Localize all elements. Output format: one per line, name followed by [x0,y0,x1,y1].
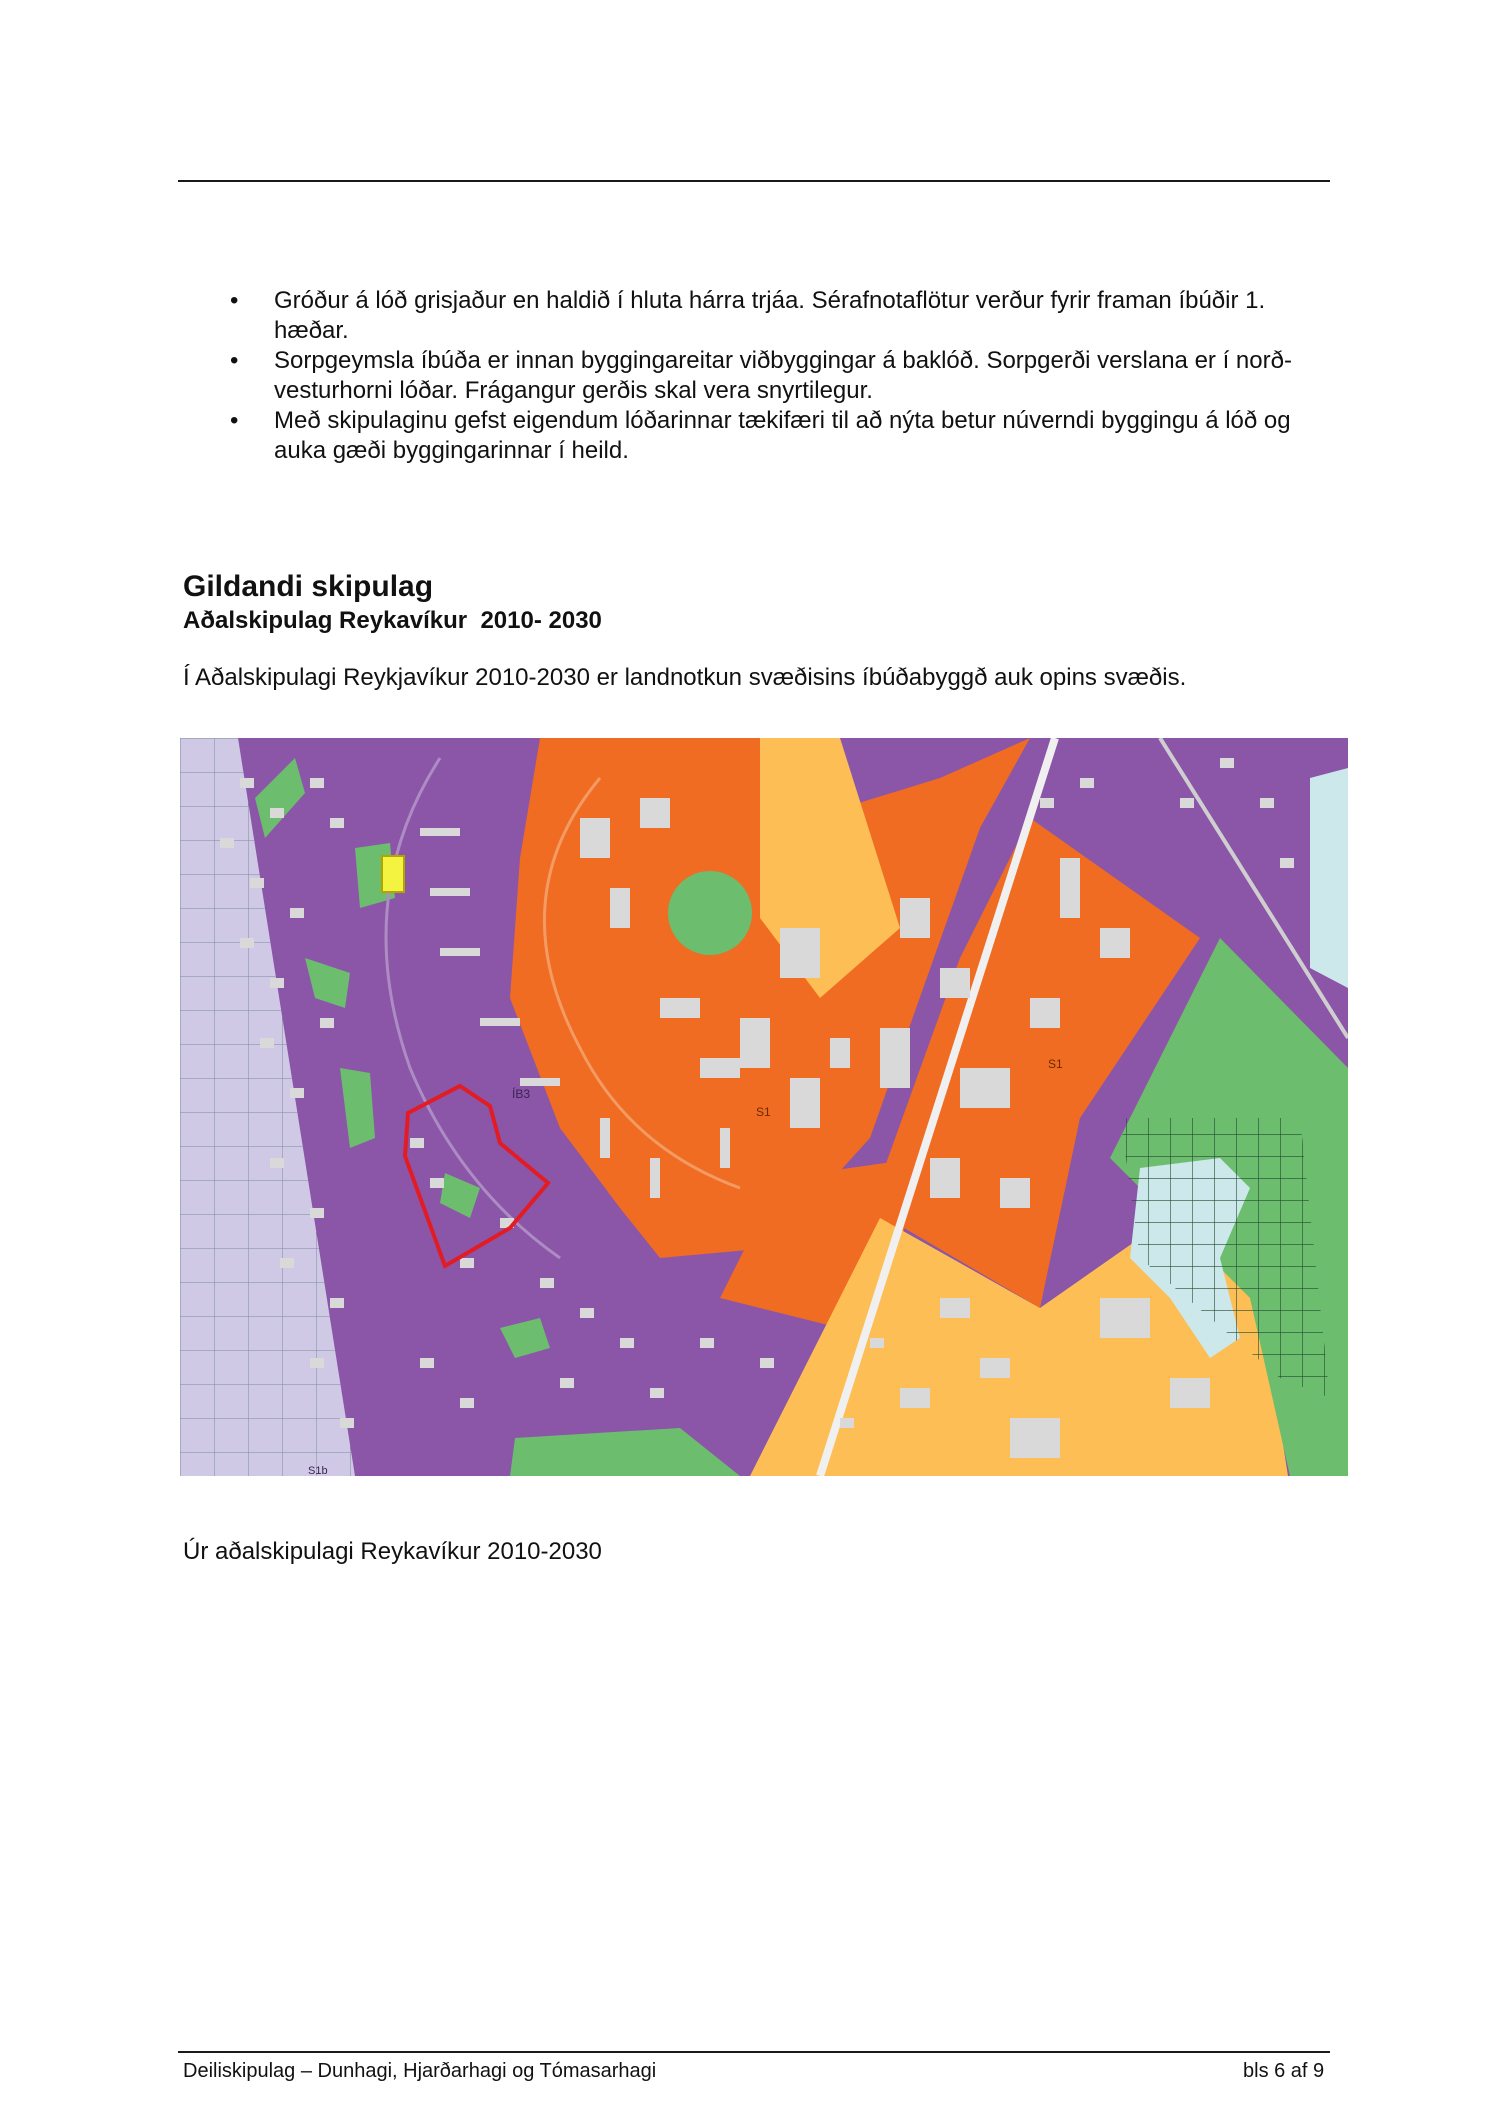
section-title: Gildandi skipulag [183,570,434,603]
bullet-item [200,406,1340,466]
map-label-edge: S1b [308,1465,328,1476]
bullet-item [200,346,1340,406]
map-caption: Úr aðalskipulagi Reykavíkur 2010-2030 [183,1538,602,1565]
bullet-dot-icon: • [230,287,239,314]
bullet-text: Sorpgeymsla íbúða er innan byggingareitar viðbyggingar á baklóð. Sorpgerði verslana er í norð-vesturhorni lóðar. Frágangur gerðis skal vera snyrtilegur. [274,347,1292,404]
highlight-plot [382,856,404,892]
bullet-dot-icon: • [230,407,239,434]
bullet-item [200,286,1340,346]
green-roundabout [668,871,752,955]
bullet-text: Með skipulaginu gefst eigendum lóðarinnar tækifæri til að nýta betur núverndi byggingu á lóð og auka gæði byggingarinnar í heild. [274,407,1291,464]
map-label-service-1: S1 [756,1105,771,1119]
map-label-service-2: S1 [1048,1057,1063,1071]
zoning-map [180,738,1348,1476]
footer-document-title: Deiliskipulag – Dunhagi, Hjarðarhagi og Tómasarhagi [183,2060,657,2082]
map-label-residential: ÍB3 [512,1087,531,1101]
footer-page-number: bls 6 af 9 [1243,2060,1325,2082]
footer-rule [178,2051,1330,2053]
water-pond [1310,768,1348,988]
intro-paragraph: Í Aðalskipulagi Reykjavíkur 2010-2030 er landnotkun svæðisins íbúðabyggð auk opins svæðis. [183,664,1187,691]
bullet-list [200,286,1340,466]
section-subtitle: Aðalskipulag Reykavíkur 2010- 2030 [183,607,602,634]
bullet-dot-icon: • [230,347,239,374]
bullet-text: Gróður á lóð grisjaður en haldið í hluta hárra trjáa. Sérafnotaflötur verður fyrir framan íbúðir 1. hæðar. [274,287,1266,344]
header-rule [178,180,1330,182]
